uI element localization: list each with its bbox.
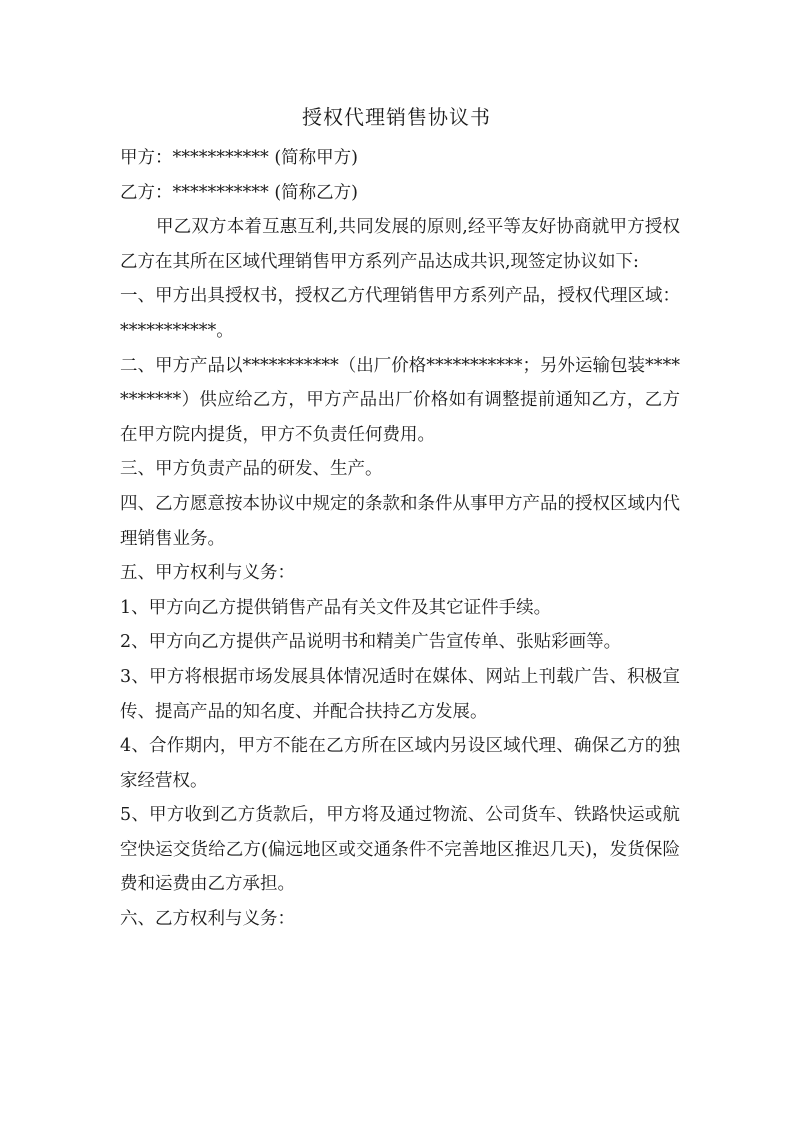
clause-2: 二、甲方产品以***********（出厂价格***********；另外运输包装***********）供应给乙方，甲方产品出厂价格如有调整提前通知乙方，乙方在甲方院内提货，甲方不负责任何费用。 — [120, 355, 680, 445]
section-6-heading: 六、乙方权利与义务： — [120, 909, 295, 930]
party-b-line: 乙方：*********** (简称乙方) — [120, 182, 358, 203]
preamble-paragraph: 甲乙双方本着互惠互利,共同发展的原则,经平等友好协商就甲方授权乙方在其所在区域代理销售甲方系列产品达成共识,现签定协议如下: — [120, 217, 680, 272]
section-5-item-3: 3、甲方将根据市场发展具体情况适时在媒体、网站上刊载广告、积极宣传、提高产品的知名度、并配合扶持乙方发展。 — [120, 666, 680, 722]
section-5-heading: 五、甲方权利与义务： — [120, 563, 295, 584]
section-5-item-5: 5、甲方收到乙方货款后，甲方将及通过物流、公司货车、铁路快运或航空快运交货给乙方(偏远地区或交通条件不完善地区推迟几天)，发货保险费和运费由乙方承担。 — [120, 805, 680, 895]
document-title: 授权代理销售协议书 — [302, 105, 491, 129]
section-5-item-1: 1、甲方向乙方提供销售产品有关文件及其它证件手续。 — [120, 597, 552, 618]
clause-3: 三、甲方负责产品的研发、生产。 — [120, 459, 383, 480]
section-5-item-4: 4、合作期内，甲方不能在乙方所在区域内另设区域代理、确保乙方的独家经营权。 — [120, 736, 680, 791]
party-a-line: 甲方：*********** (简称甲方) — [120, 148, 358, 168]
section-5-item-2: 2、甲方向乙方提供产品说明书和精美广告宣传单、张贴彩画等。 — [120, 632, 622, 653]
clause-1: 一、甲方出具授权书，授权乙方代理销售甲方系列产品，授权代理区域：***********。 — [120, 286, 680, 341]
clause-4: 四、乙方愿意按本协议中规定的条款和条件从事甲方产品的授权区域内代理销售业务。 — [120, 493, 680, 549]
document-body — [120, 141, 680, 937]
